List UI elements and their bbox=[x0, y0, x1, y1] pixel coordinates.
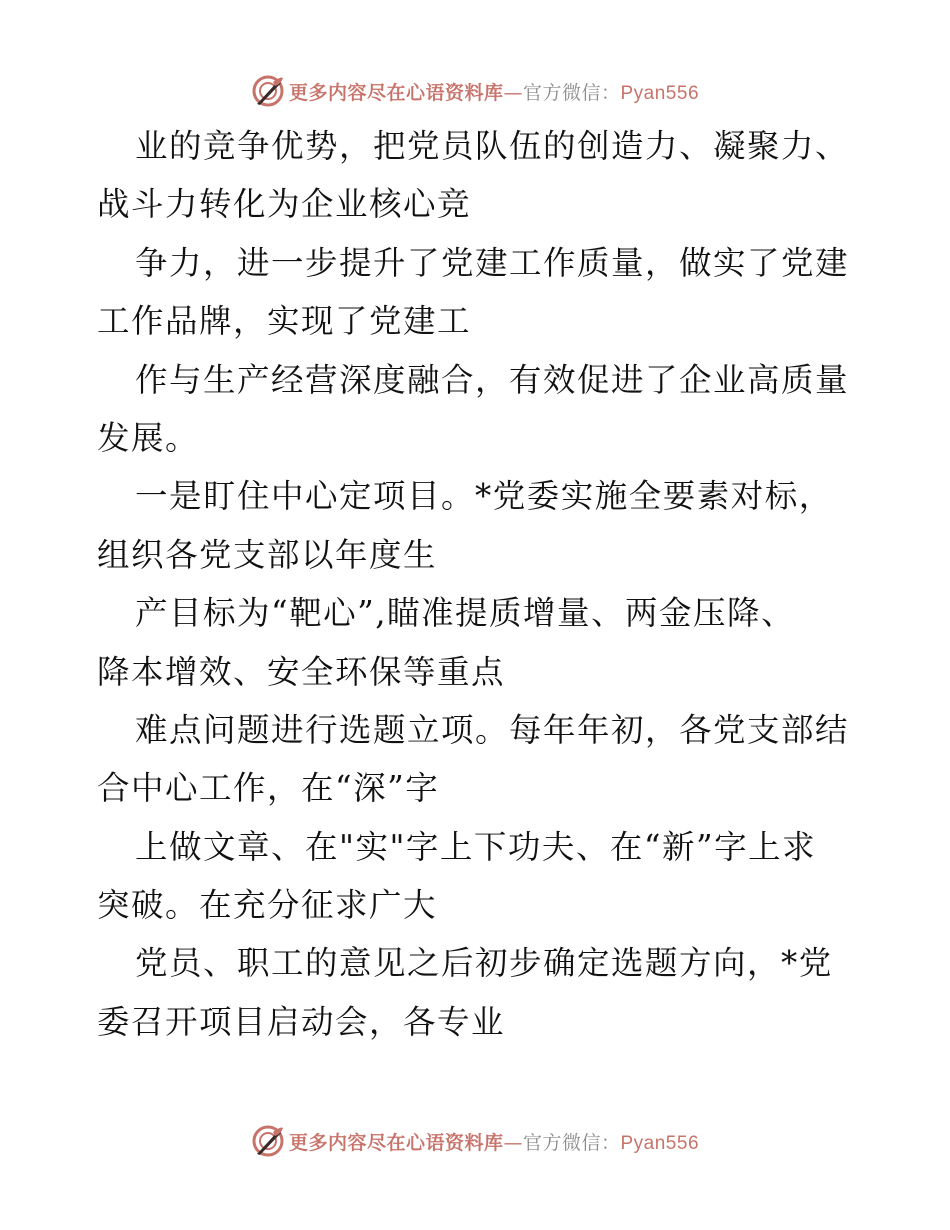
banner-wechat-label: 官方微信： bbox=[522, 81, 621, 104]
text-line: 争力，进一步提升了党建工作质量，做实了党建 bbox=[135, 243, 850, 282]
footer-watermark-banner bbox=[0, 1121, 950, 1161]
text-line: 业的竞争优势，把党员队伍的创造力、凝聚力、 bbox=[135, 127, 850, 165]
banner-text bbox=[289, 78, 699, 105]
text-line: 工作品牌，实现了党建工 bbox=[97, 302, 472, 341]
text-line: 上做文章、在"实"字上下功夫、在“新”字上求 bbox=[135, 827, 817, 866]
text-line: 委召开项目启动会，各专业 bbox=[97, 1002, 506, 1041]
text-line: 难点问题进行选题立项。每年年初，各党支部结 bbox=[135, 710, 850, 749]
text-line: 产目标为“靶心”,瞄准提质增量、两金压降、 bbox=[135, 594, 796, 633]
quill-logo-icon bbox=[251, 1124, 285, 1158]
banner-dash: — bbox=[503, 1131, 523, 1154]
banner-wechat-id: Pyan556 bbox=[620, 82, 700, 104]
text-line: 党员、职工的意见之后初步确定选题方向，*党 bbox=[135, 944, 833, 983]
text-line: 组织各党支部以年度生 bbox=[97, 535, 438, 574]
banner-dash: — bbox=[503, 81, 523, 104]
banner-text bbox=[289, 1128, 699, 1155]
text-line: 战斗力转化为企业核心竞 bbox=[97, 185, 472, 224]
banner-wechat-id: Pyan556 bbox=[620, 1132, 700, 1154]
text-line: 一是盯住中心定项目。*党委实施全要素对标， bbox=[135, 477, 833, 516]
header-watermark-banner bbox=[0, 71, 950, 111]
banner-main-text: 更多内容尽在心语资料库 bbox=[288, 81, 504, 104]
text-line: 发展。 bbox=[97, 418, 200, 457]
text-line: 降本增效、安全环保等重点 bbox=[97, 652, 506, 691]
text-line: 作与生产经营深度融合，有效促进了企业高质量 bbox=[135, 360, 850, 399]
document-body bbox=[97, 117, 867, 1051]
text-line: 突破。在充分征求广大 bbox=[97, 886, 438, 925]
banner-main-text: 更多内容尽在心语资料库 bbox=[288, 1131, 504, 1154]
banner-wechat-label: 官方微信： bbox=[522, 1131, 621, 1154]
text-line: 合中心工作，在“深”字 bbox=[97, 769, 440, 808]
quill-logo-icon bbox=[251, 74, 285, 108]
